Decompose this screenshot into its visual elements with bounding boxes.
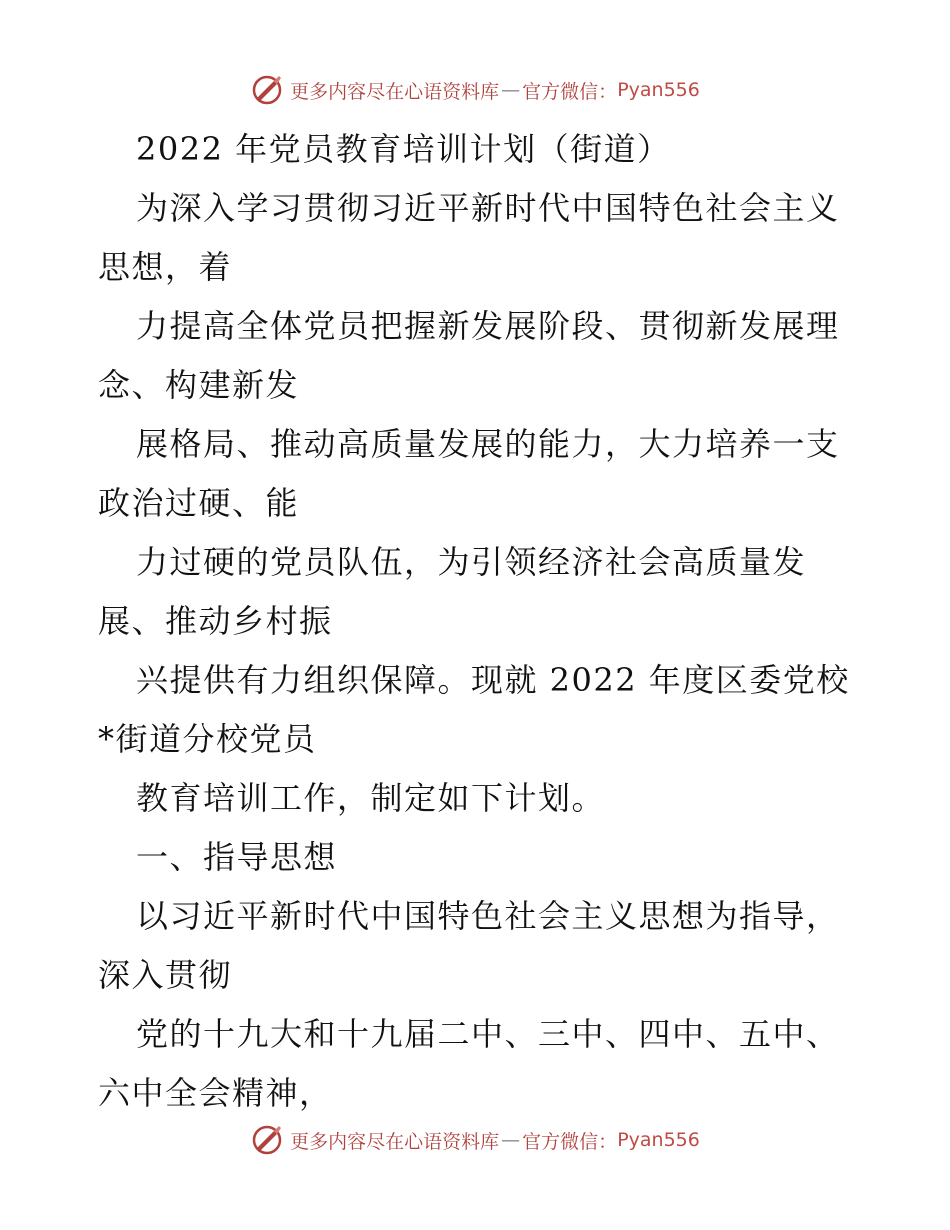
paragraph-line: 政治过硬、能 xyxy=(98,484,300,522)
watermark-banner-top xyxy=(0,70,950,110)
document-body xyxy=(98,120,858,1123)
quill-pen-logo-icon xyxy=(250,73,284,107)
paragraph-line: 为深入学习贯彻习近平新时代中国特色社会主义 xyxy=(136,189,840,227)
paragraph-line: 六中全会精神， xyxy=(98,1074,333,1112)
paragraph-line: 思想，着 xyxy=(98,248,233,286)
paragraph-line: 展格局、推动高质量发展的能力，大力培养一支 xyxy=(136,425,840,463)
quill-pen-logo-icon xyxy=(250,1123,284,1157)
document-title: 2022 年党员教育培训计划（街道） xyxy=(136,130,671,168)
paragraph-line: 展、推动乡村振 xyxy=(98,602,333,640)
paragraph-line: 力过硬的党员队伍，为引领经济社会高质量发 xyxy=(136,543,807,581)
paragraph-line: 念、构建新发 xyxy=(98,366,300,404)
section-heading: 一、指导思想 xyxy=(136,838,338,876)
watermark-account-label: 官方微信： xyxy=(522,1130,618,1153)
watermark-account: Pyan556 xyxy=(617,79,700,101)
paragraph-line: *街道分校党员 xyxy=(98,720,317,758)
watermark-account-label: 官方微信： xyxy=(522,80,618,103)
watermark-text: 更多内容尽在心语资料库 xyxy=(290,80,500,103)
watermark-banner-bottom xyxy=(0,1120,950,1160)
paragraph-line: 深入贯彻 xyxy=(98,956,233,994)
paragraph-line: 以习近平新时代中国特色社会主义思想为指导， xyxy=(136,897,840,935)
watermark-separator: — xyxy=(501,1129,521,1151)
watermark-text: 更多内容尽在心语资料库 xyxy=(290,1130,500,1153)
watermark-account: Pyan556 xyxy=(617,1129,700,1151)
paragraph-line: 兴提供有力组织保障。现就 2022 年度区委党校 xyxy=(136,661,850,699)
paragraph-line: 力提高全体党员把握新发展阶段、贯彻新发展理 xyxy=(136,307,840,345)
paragraph-line: 党的十九大和十九届二中、三中、四中、五中、 xyxy=(136,1015,840,1053)
watermark-separator: — xyxy=(501,79,521,101)
paragraph-line: 教育培训工作，制定如下计划。 xyxy=(136,779,606,817)
